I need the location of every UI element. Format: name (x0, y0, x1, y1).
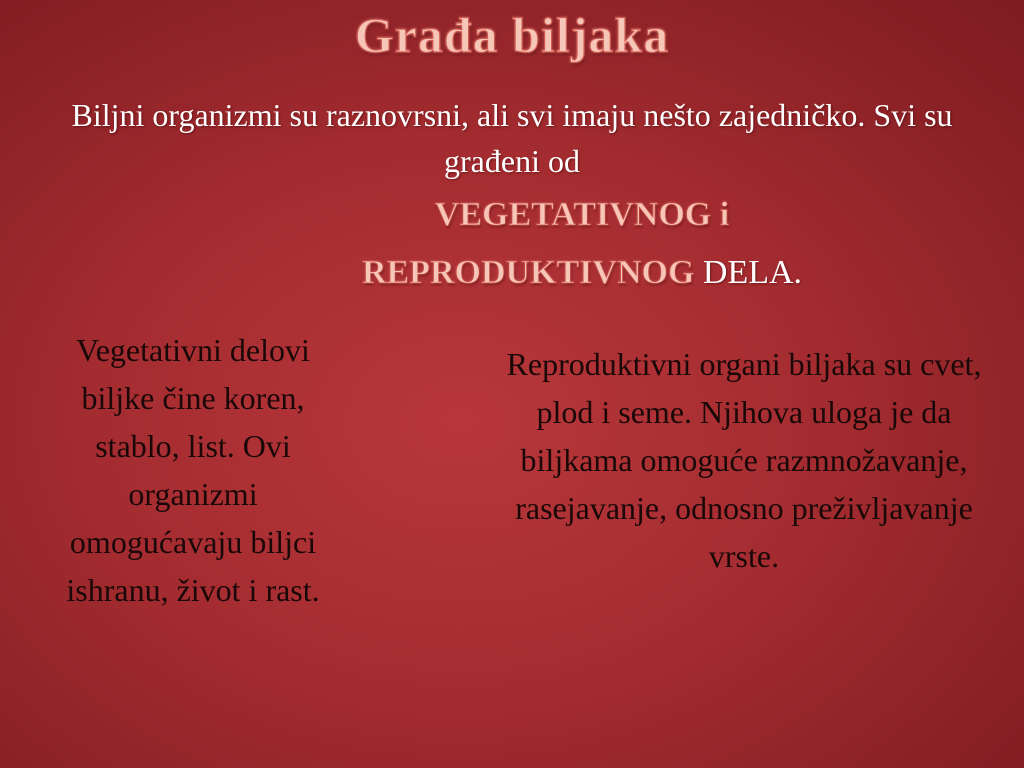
emphasis-reproductive-text: REPRODUKTIVNOG (361, 254, 695, 291)
emphasis-tail-text: DELA. (694, 254, 803, 291)
emphasis-line-reproductive (0, 254, 1024, 292)
slide-title: Građa biljaka (354, 7, 670, 63)
emphasis-vegetative-text: VEGETATIVNOG i (434, 196, 730, 233)
right-column-text: Reproduktivni organi biljaka su cvet, plod i seme. Njihova uloga je da biljkama omoguće razmnožavanje, rasejavanje, odnosno preživljavanje vrste. (506, 346, 982, 574)
intro-text: Biljni organizmi su raznovrsni, ali svi imaju nešto zajedničko. Svi su građeni od (71, 97, 953, 179)
emphasis-line-vegetative (0, 196, 1024, 234)
left-column-text: Vegetativni delovi biljke čine koren, stablo, list. Ovi organizmi omogućavaju biljci ishranu, život i rast. (66, 332, 320, 608)
